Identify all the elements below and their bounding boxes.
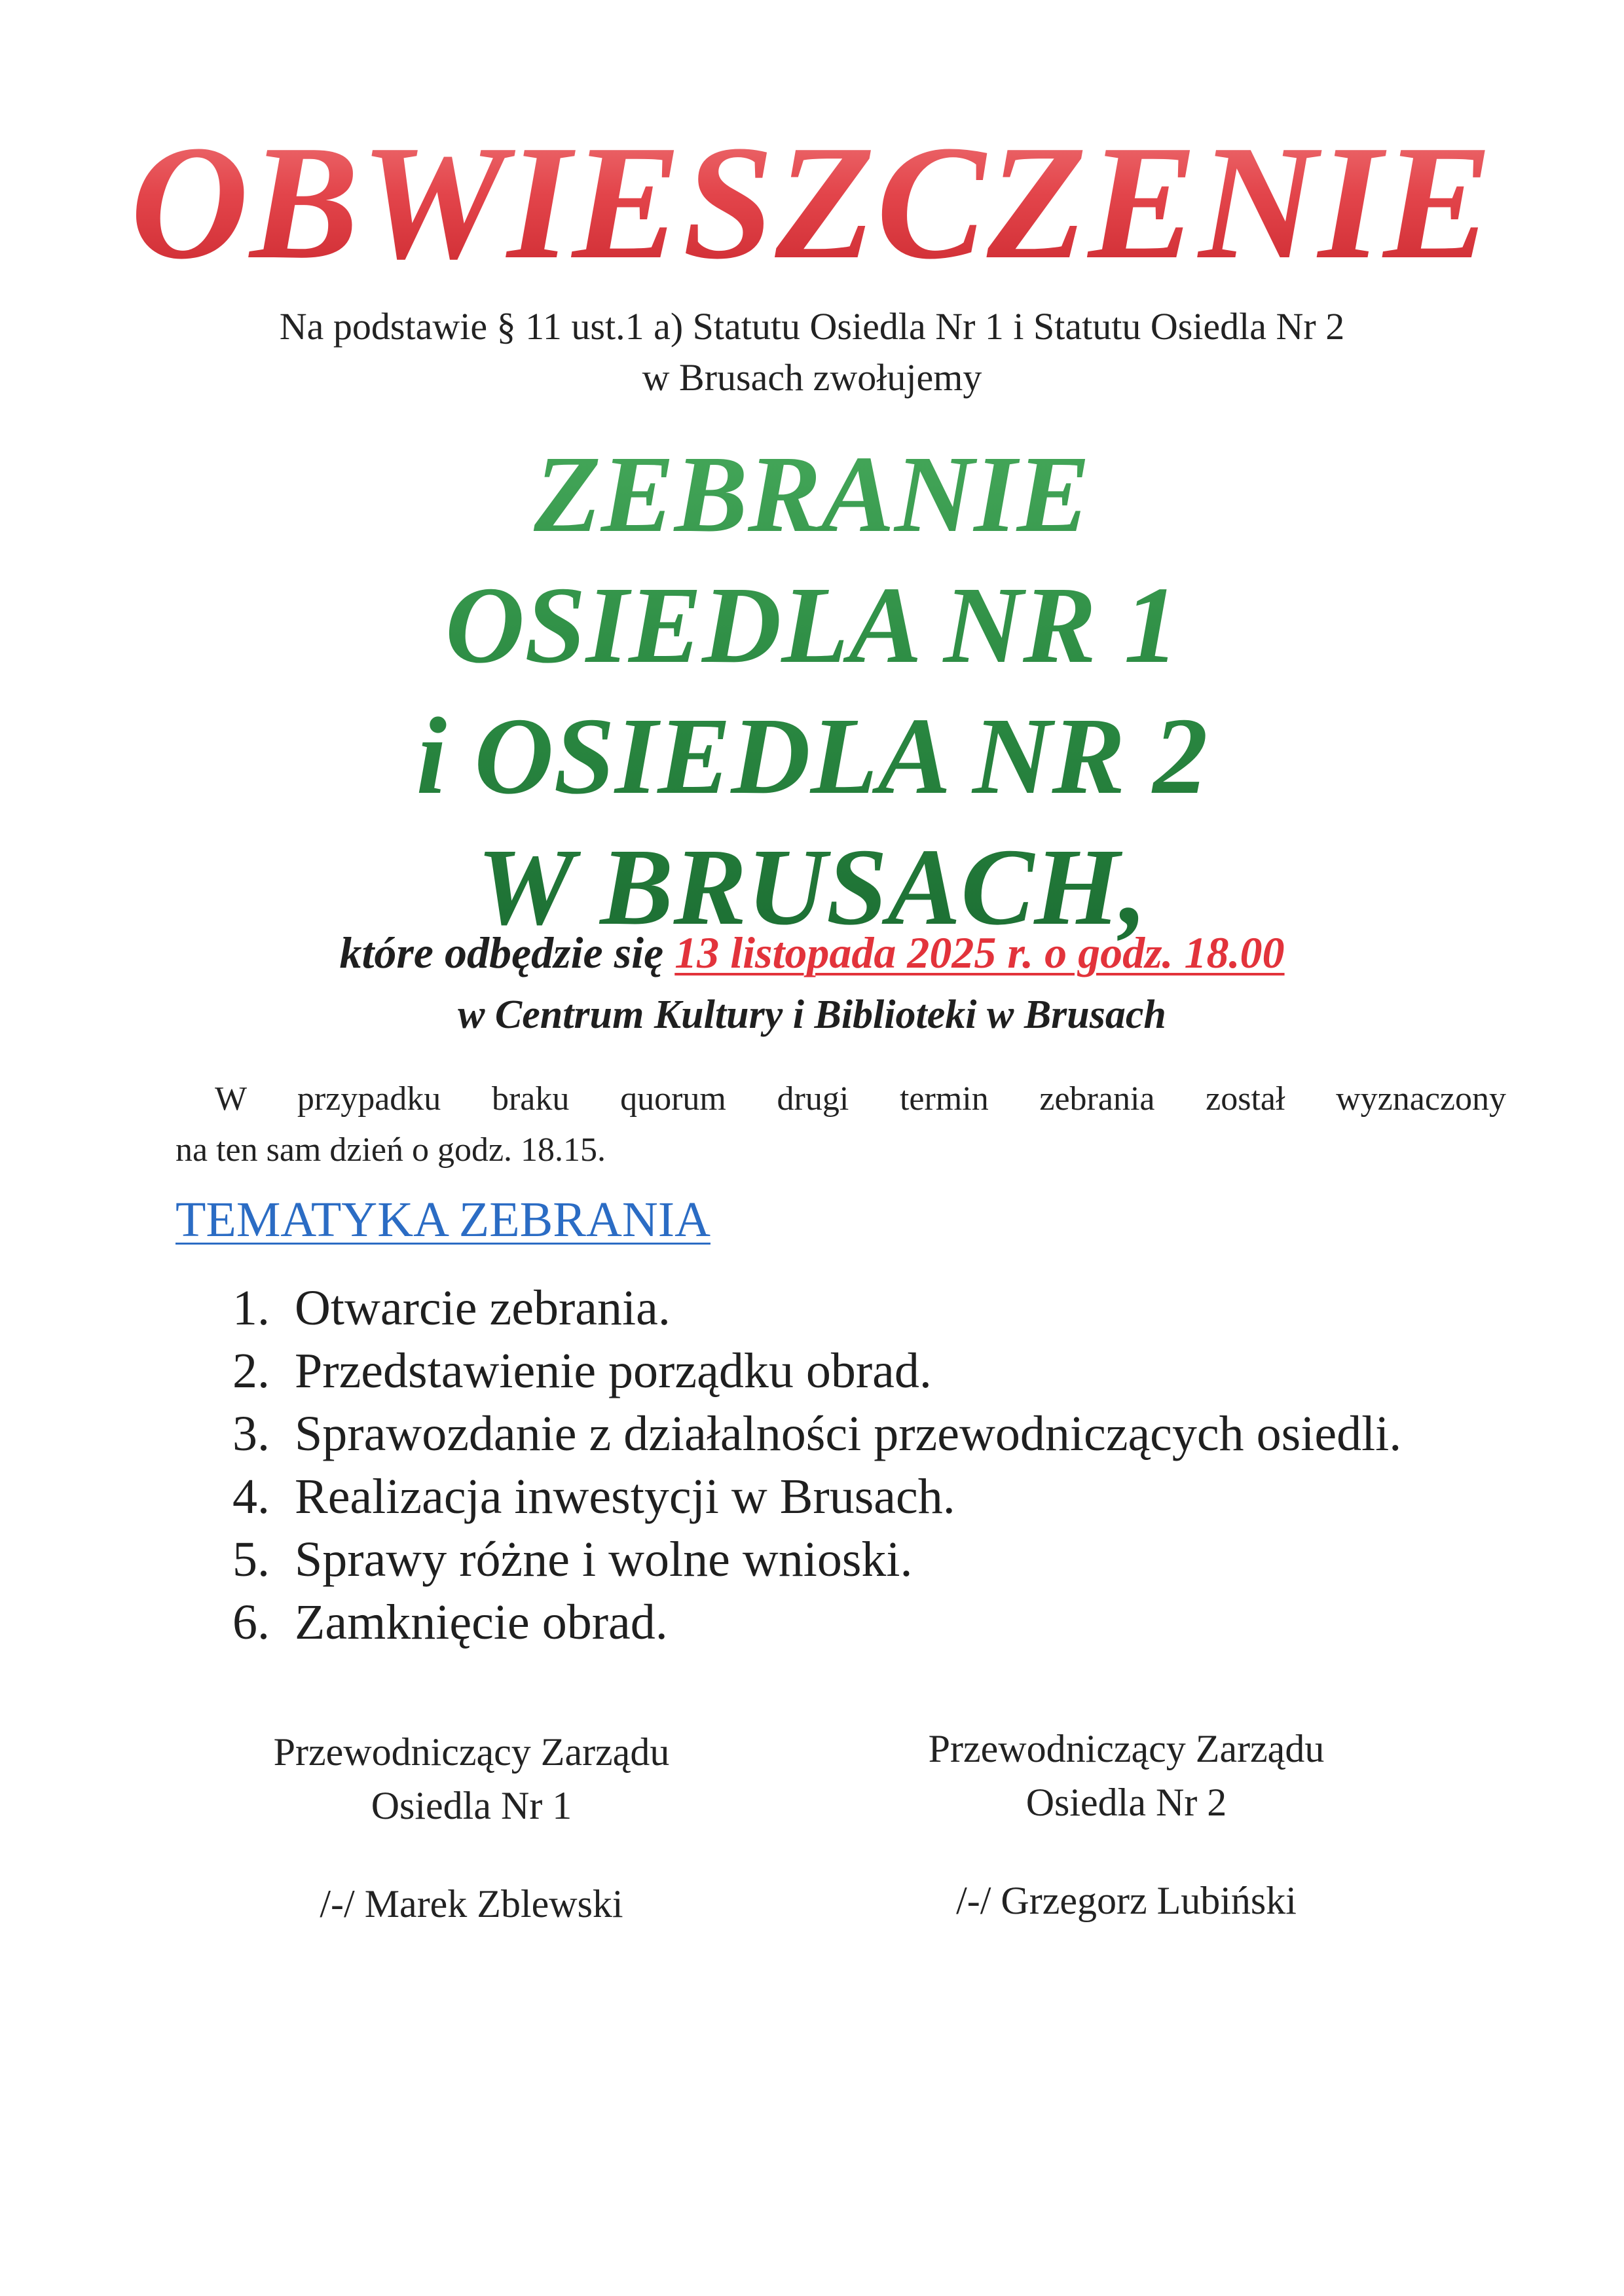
agenda-item [232,1528,1401,1591]
agenda-item-number: 2. [232,1343,270,1398]
headline-line-3: i OSIEDLA NR 2 [416,695,1208,817]
agenda-item [232,1339,1401,1402]
meeting-date-line [0,923,1624,982]
meeting-headline [0,429,1624,953]
meeting-date-prefix: które odbędzie się [339,928,664,977]
agenda-item-number: 3. [232,1406,270,1461]
agenda-list [232,1277,1401,1654]
agenda-item-number: 1. [232,1281,270,1336]
agenda-title: TEMATYKA ZEBRANIA [175,1192,710,1247]
signature-name: /-/ Marek Zblewski [320,1882,623,1925]
agenda-item-text: Realizacja inwestycji w Brusach. [295,1469,955,1524]
headline-line-1: ZEBRANIE [534,433,1090,555]
agenda-item-text: Przedstawienie porządku obrad. [295,1343,932,1398]
agenda-item [232,1465,1401,1528]
announcement-title: OBWIESZCZENIE [0,105,1624,301]
agenda-item [232,1402,1401,1465]
signature-role: Przewodniczący Zarządu [273,1730,670,1774]
quorum-note-line-2: na ten sam dzień o godz. 18.15. [175,1131,606,1169]
meeting-location: w Centrum Kultury i Biblioteki w Brusach [458,993,1166,1037]
agenda-item-number: 5. [232,1532,270,1587]
signature-block-osiedle-1 [177,1725,766,1931]
signature-name: /-/ Grzegorz Lubiński [956,1879,1297,1922]
signature-role: Przewodniczący Zarządu [928,1727,1325,1770]
agenda-item-text: Otwarcie zebrania. [295,1281,671,1336]
signature-unit: Osiedla Nr 2 [1025,1781,1227,1824]
quorum-note [175,1074,1506,1176]
meeting-date: 13 listopada 2025 r. o godz. 18.00 [674,928,1285,977]
agenda-item [232,1277,1401,1339]
quorum-note-line-1: W przypadku braku quorum drugi termin zebrania został wyznaczony [215,1080,1506,1118]
legal-basis-line-1: Na podstawie § 11 ust.1 a) Statutu Osiedla Nr 1 i Statutu Osiedla Nr 2 [279,305,1345,348]
legal-basis-text [0,301,1624,403]
legal-basis-line-2: w Brusach zwołujemy [642,356,982,399]
agenda-item-text: Sprawy różne i wolne wnioski. [295,1532,913,1587]
headline-line-2: OSIEDLA NR 1 [445,564,1179,686]
agenda-item-text: Zamknięcie obrad. [295,1595,668,1650]
agenda-item-number: 4. [232,1469,270,1524]
headline-line-4: W BRUSACH, [477,826,1147,948]
signature-block-osiedle-2 [832,1722,1421,1927]
agenda-item-number: 6. [232,1595,270,1650]
signature-unit: Osiedla Nr 1 [371,1784,572,1827]
agenda-item-text: Sprawozdanie z działalności przewodniczących osiedli. [295,1406,1402,1461]
agenda-item [232,1591,1401,1654]
